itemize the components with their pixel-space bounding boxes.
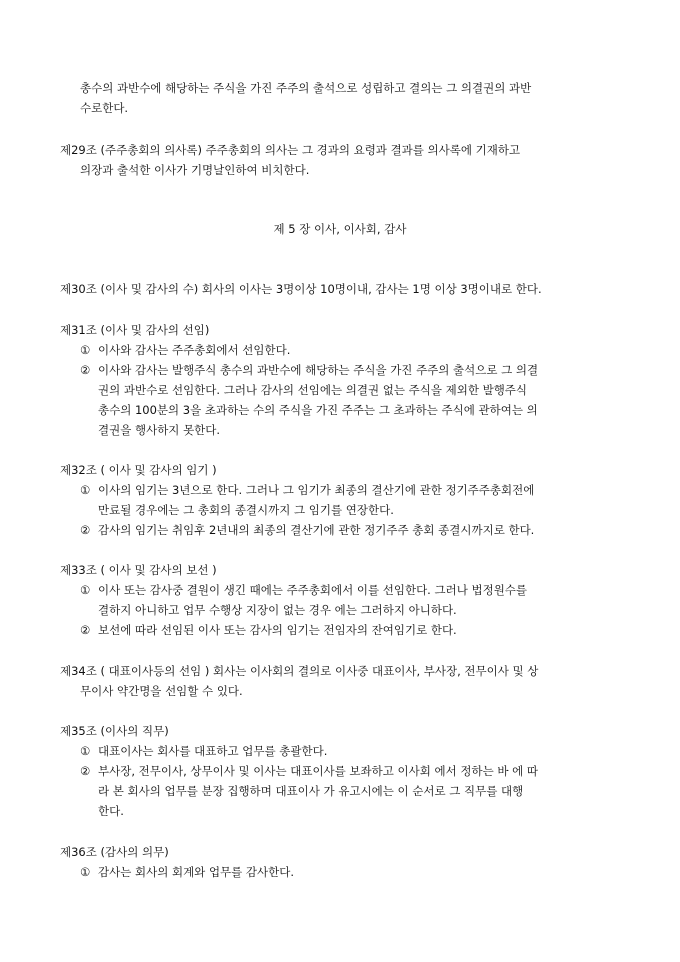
item-number: ① [80,744,91,758]
article-34-line-1: 제34조 ( 대표이사등의 선임 ) 회사는 이사회의 결의로 이사중 대표이사, 부사장, 전무이사 및 상 [60,664,539,678]
article-32-item-2: ② 감사의 임기는 취임후 2년내의 최종의 결산기에 관한 정기주주 총회 종결시까지로 한다. [80,523,535,537]
article-31-title: 제31조 (이사 및 감사의 선임) [60,323,210,337]
article-31-item-2: ② 이사와 감사는 발행주식 총수의 과반수에 해당하는 주식을 가진 주주의 출석으로 그 의결 [80,363,539,377]
item-number: ① [80,483,91,497]
article-29-line-1: 제29조 (주주총회의 의사록) 주주총회의 의사는 그 경과의 요령과 결과를 의사록에 기재하고 [60,143,521,157]
article-32-item-1-line-2: 만료될 경우에는 그 총회의 종결시까지 그 임기를 연장한다. [98,503,394,517]
item-number: ② [80,523,91,537]
article-31-item-1: ① 이사와 감사는 주주총회에서 선임한다. [80,343,291,357]
article-35-title: 제35조 (이사의 직무) [60,724,169,738]
article-33-item-1-line-2: 결하지 아니하고 업무 수행상 지장이 없는 경우 에는 그러하지 아니하다. [98,603,457,617]
item-number: ② [80,363,91,377]
article-32-title: 제32조 ( 이사 및 감사의 임기 ) [60,463,217,477]
article-33-title: 제33조 ( 이사 및 감사의 보선 ) [60,563,217,577]
article-32-item-1: ① 이사의 임기는 3년으로 한다. 그러나 그 임기가 최종의 결산기에 관한 정기주주총회전에 [80,483,535,497]
article-34-line-2: 무이사 약간명을 선임할 수 있다. [80,684,243,698]
continuation-line-2: 수로한다. [80,101,129,115]
article-33-item-1: ① 이사 또는 감사중 결원이 생긴 때에는 주주총회에서 이를 선임한다. 그러나 법정원수를 [80,583,528,597]
item-number: ① [80,343,91,357]
article-31-item-2-line-4: 결권을 행사하지 못한다. [98,423,221,437]
article-36-title: 제36조 (감사의 의무) [60,845,169,859]
article-35-item-2-line-2: 라 본 회사의 업무를 분장 집행하며 대표이사 가 유고시에는 이 순서로 그 직무를 대행 [98,784,524,798]
article-33-item-2: ② 보선에 따라 선임된 이사 또는 감사의 임기는 전임자의 잔여임기로 한다. [80,623,457,637]
article-31-item-2-line-2: 권의 과반수로 선임한다. 그러나 감사의 선임에는 의결권 없는 주식을 제외한 발행주식 [98,383,528,397]
article-35-item-2: ② 부사장, 전무이사, 상무이사 및 이사는 대표이사를 보좌하고 이사회 에서 정하는 바 에 따 [80,764,538,778]
item-number: ② [80,623,91,637]
article-30: 제30조 (이사 및 감사의 수) 회사의 이사는 3명이상 10명이내, 감사는 1명 이상 3명이내로 한다. [60,282,542,296]
item-number: ② [80,764,91,778]
article-36-item-1: ① 감사는 회사의 회계와 업무를 감사한다. [80,865,295,879]
article-35-item-1: ① 대표이사는 회사를 대표하고 업무를 총괄한다. [80,744,328,758]
chapter-heading: 제 5 장 이사, 이사회, 감사 [273,222,407,236]
article-35-item-2-line-3: 한다. [98,804,124,818]
article-29-line-2: 의장과 출석한 이사가 기명날인하여 비치한다. [80,163,310,177]
item-number: ① [80,865,91,879]
article-31-item-2-line-3: 총수의 100분의 3을 초과하는 수의 주식을 가진 주주는 그 초과하는 주식에 관하여는 의 [98,403,538,417]
continuation-line-1: 총수의 과반수에 해당하는 주식을 가진 주주의 출석으로 성립하고 결의는 그 의결권의 과반 [80,81,532,95]
item-number: ① [80,583,91,597]
